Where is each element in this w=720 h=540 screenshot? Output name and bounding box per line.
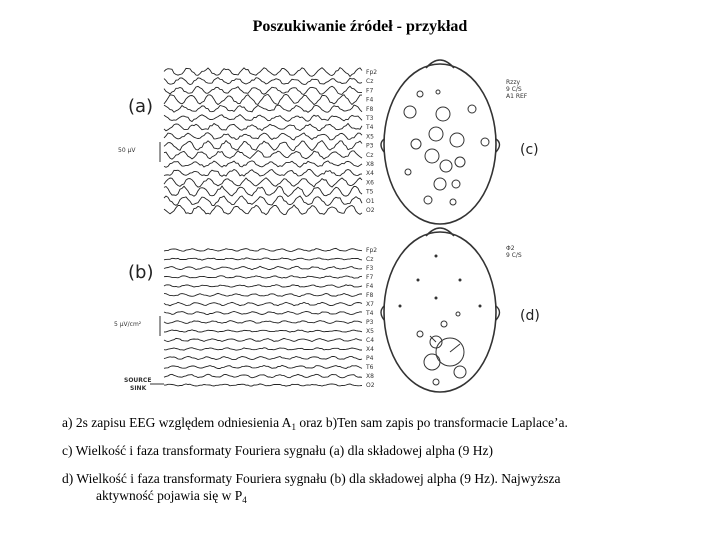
laplace-trace-10 [164, 330, 362, 332]
eeg-trace-5 [164, 105, 362, 112]
panel-label-d: (d) [520, 308, 540, 324]
eeg-trace-15 [164, 196, 362, 206]
page-title: Poszukiwanie źródeł - przykład [252, 18, 468, 35]
eeg-trace-1 [164, 68, 362, 77]
laplace-channel-label: Cz [366, 256, 374, 263]
eeg-figure [110, 44, 570, 396]
panel-label-a: (a) [128, 96, 154, 117]
eeg-channel-label: Cz [366, 78, 374, 86]
legend-d-2: 9 C/S [506, 252, 522, 259]
head-map-d [381, 228, 522, 392]
eeg-channel-label: F8 [366, 105, 374, 113]
channel-labels-b [365, 247, 377, 389]
captions [62, 414, 692, 515]
eeg-figure-svg [110, 44, 570, 396]
legend-c-2: 9 C/S [506, 86, 522, 93]
laplace-channel-label: F8 [366, 292, 374, 299]
laplace-trace-12 [164, 348, 362, 351]
eeg-channel-label: O1 [366, 197, 375, 205]
laplace-trace-8 [164, 312, 362, 315]
eeg-trace-2 [164, 78, 362, 85]
eeg-channel-label: T3 [366, 115, 374, 122]
caption-a: a) 2s zapisu EEG względem odniesienia $A_1$ oraz b)Ten sam zapis po transformacie Laplace’a. [62, 415, 568, 432]
laplace-channel-label: X8 [366, 373, 374, 380]
eeg-trace-16 [164, 205, 362, 215]
scale-label-a: 50 μV [118, 147, 136, 154]
eeg-trace-7 [164, 124, 362, 131]
eeg-trace-8 [164, 133, 362, 140]
laplace-channel-label: Fp2 [366, 247, 378, 254]
eeg-channel-label: Fp2 [366, 69, 378, 76]
eeg-traces-a [164, 68, 362, 215]
eeg-channel-label: F4 [366, 96, 374, 104]
laplace-channel-label: X7 [366, 301, 374, 308]
laplacian-traces-b [164, 248, 362, 386]
eeg-channel-label: O2 [366, 207, 375, 214]
eeg-trace-9 [164, 141, 362, 151]
laplace-channel-label: X5 [366, 328, 374, 335]
eeg-channel-label: X5 [366, 133, 374, 141]
eeg-channel-label: T5 [366, 188, 374, 196]
caption-d: d) Wielkość i faza transformaty Fouriera sygnału (b) dla składowej alpha (9 Hz). Najwyższa aktywność pojawia się w $P_4$ [62, 471, 561, 505]
legend-c-1: Rzzy [506, 79, 521, 86]
eeg-trace-4 [164, 94, 362, 104]
head-map-c [381, 60, 528, 224]
eeg-trace-12 [164, 169, 362, 176]
eeg-trace-14 [164, 186, 362, 197]
laplace-channel-label: C4 [366, 337, 375, 344]
laplace-trace-9 [164, 321, 362, 324]
panel-label-b: (b) [128, 262, 154, 283]
scale-label-b: 5 μV/cm² [114, 321, 142, 328]
eeg-trace-11 [164, 161, 362, 168]
panel-label-c: (c) [520, 142, 539, 158]
legend-d-1: Φ2 [506, 245, 515, 252]
laplace-trace-4 [164, 276, 362, 279]
channel-labels-a [365, 69, 377, 214]
laplace-channel-label: O2 [366, 382, 375, 389]
laplace-channel-label: P4 [366, 355, 374, 362]
laplace-trace-2 [164, 258, 362, 260]
laplace-channel-label: T6 [366, 364, 374, 371]
eeg-channel-label: F7 [366, 87, 374, 95]
laplace-channel-label: P3 [366, 319, 374, 326]
laplace-trace-14 [164, 365, 362, 368]
laplace-trace-16 [164, 384, 362, 386]
laplace-channel-label: F3 [366, 265, 374, 272]
eeg-trace-6 [164, 115, 362, 122]
eeg-trace-10 [164, 151, 362, 160]
laplace-trace-1 [164, 248, 362, 251]
eeg-channel-label: Cz [366, 151, 374, 159]
laplace-trace-6 [164, 293, 362, 296]
laplace-trace-7 [164, 302, 362, 305]
caption-c: c) Wielkość i faza transformaty Fouriera sygnału (a) dla składowej alpha (9 Hz) [62, 443, 494, 458]
eeg-channel-label: T4 [366, 124, 374, 132]
sink-label: SINK [130, 385, 147, 392]
laplace-trace-15 [164, 374, 362, 378]
laplace-trace-11 [164, 338, 362, 341]
laplace-channel-label: F4 [366, 283, 374, 290]
eeg-trace-13 [164, 178, 362, 187]
eeg-channel-label: X6 [366, 179, 374, 187]
laplace-channel-label: T4 [366, 310, 374, 317]
source-label: SOURCE [124, 377, 152, 384]
laplace-channel-label: X4 [366, 346, 374, 353]
laplace-channel-label: F7 [366, 274, 374, 281]
eeg-channel-label: P3 [366, 142, 374, 150]
eeg-channel-label: X8 [366, 161, 374, 168]
laplace-trace-3 [164, 266, 362, 269]
legend-c-3: A1 REF [506, 93, 528, 100]
laplace-trace-13 [164, 356, 362, 359]
eeg-trace-3 [164, 86, 362, 94]
laplace-trace-5 [164, 285, 362, 288]
eeg-channel-label: X4 [366, 170, 374, 178]
